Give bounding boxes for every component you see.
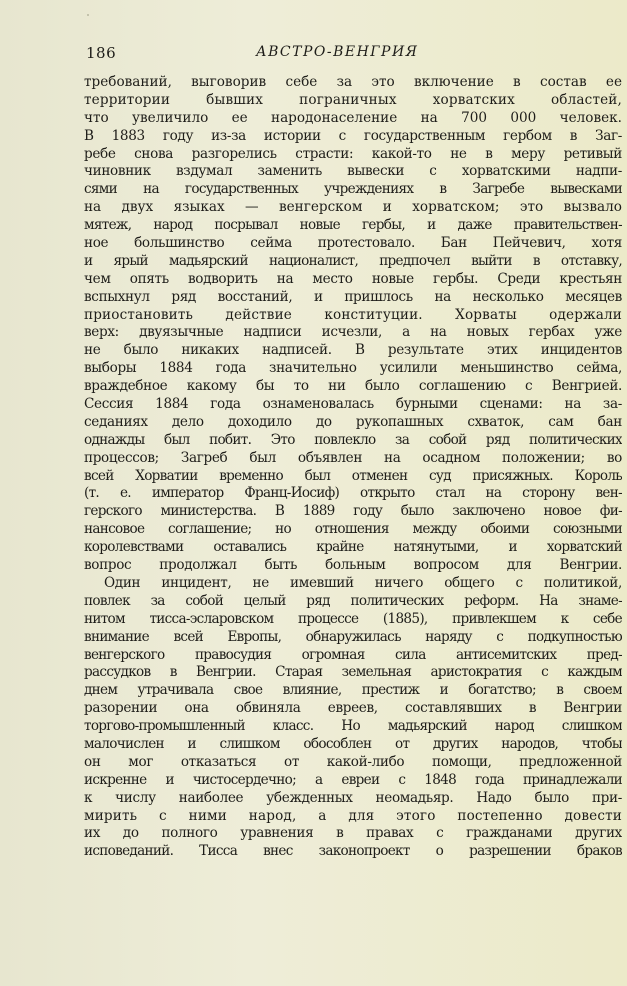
text-line: враждебное какому бы то ни было соглашению с Венгрией. [84,378,622,395]
text-line: не было никаких надписей. В результате этих инцидентов [84,342,622,359]
text-line: малочислен и слишком обособлен от других народов, чтобы [84,735,622,752]
text-line: В 1883 году из-за истории с государственным гербом в Заг- [84,127,622,144]
text-line: повлек за собой целый ряд политических реформ. На знаме- [84,592,622,609]
text-line: территории бывших пограничных хорватских областей, [84,91,622,108]
text-line: мятеж, народ посрывал новые гербы, и даже правительствен- [84,217,622,234]
text-line: искренне и чистосердечно; а евреи с 1848 года принадлежали [84,771,622,788]
text-line: ное большинство сейма протестовало. Бан Пейчевич, хотя [84,235,622,252]
page-number: 186 [86,44,117,62]
text-line: он мог отказаться от какой-либо помощи, предложенной [84,753,622,770]
text-line: внимание всей Европы, обнаружилась наряду с подкупностью [84,628,622,645]
text-line: чем опять водворить на место новые гербы. Среди крестьян [84,270,622,287]
text-line: нитом тисса-эсларовском процессе (1885), привлекшем к себе [84,610,622,627]
text-line: вопрос продолжал быть больным вопросом для Венгрии. [84,557,622,574]
page-speck [87,14,89,16]
text-line: к числу наиболее убежденных неомадьяр. Надо было при- [84,789,622,806]
text-line: приостановить действие конституции. Хорваты одержали [84,306,622,323]
text-line: Сессия 1884 года ознаменовалась бурными сценами: на за- [84,396,622,413]
text-line: всей Хорватии временно был отменен суд присяжных. Король [84,467,622,484]
text-line: исповеданий. Тисса внес законопроект о разрешении браков [84,843,622,860]
page-header [86,44,616,66]
body-text [84,74,622,861]
text-line: мирить с ними народ, а для этого постепенно довести [84,807,622,824]
text-line: что увеличило ее народонаселение на 700 000 человек. [84,109,622,126]
text-line: однажды был побит. Это повлекло за собой ряд политических [84,431,622,448]
text-line: нансовое соглашение; но отношения между обоими союзными [84,521,622,538]
text-line: днем утрачивала свое влияние, престиж и богатство; в своем [84,682,622,699]
text-line: рассудков в Венгрии. Старая земельная аристократия с каждым [84,664,622,681]
text-line: сями на государственных учреждениях в Загребе вывесками [84,181,622,198]
text-line: ребе снова разгорелись страсти: какой-то не в меру ретивый [84,145,622,162]
text-line: венгерского правосудия огромная сила антисемитских пред- [84,646,622,663]
text-line: на двух языках — венгерском и хорватском; это вызвало [84,199,622,216]
text-line: торгово-промышленный класс. Но мадьярский народ слишком [84,718,622,735]
text-line: герского министерства. В 1889 году было заключено новое фи- [84,503,622,520]
text-line: (т. е. император Франц-Иосиф) открыто стал на сторону вен- [84,485,622,502]
text-line: и ярый мадьярский националист, предпочел выйти в отставку, [84,252,622,269]
text-line: верх: двуязычные надписи исчезли, а на новых гербах уже [84,324,622,341]
text-line: разорении она обвиняла евреев, составлявших в Венгрии [84,700,622,717]
text-line: седаниях дело доходило до рукопашных схваток, сам бан [84,413,622,430]
running-title: АВСТРО-ВЕНГРИЯ [256,44,419,60]
text-line: их до полного уравнения в правах с гражданами других [84,825,622,842]
text-line: вспыхнул ряд восстаний, и пришлось на несколько месяцев [84,288,622,305]
text-line: королевствами оставались крайне натянутыми, и хорватский [84,539,622,556]
text-line: процессов; Загреб был объявлен на осадном положении; во [84,449,622,466]
text-line: чиновник вздумал заменить вывески с хорватскими надпи- [84,163,622,180]
text-line: выборы 1884 года значительно усилили меньшинство сейма, [84,360,622,377]
paragraph-start-line: Один инцидент, не имевший ничего общего с политикой, [104,574,622,591]
text-line: требований, выговорив себе за это включение в состав ее [84,74,622,90]
